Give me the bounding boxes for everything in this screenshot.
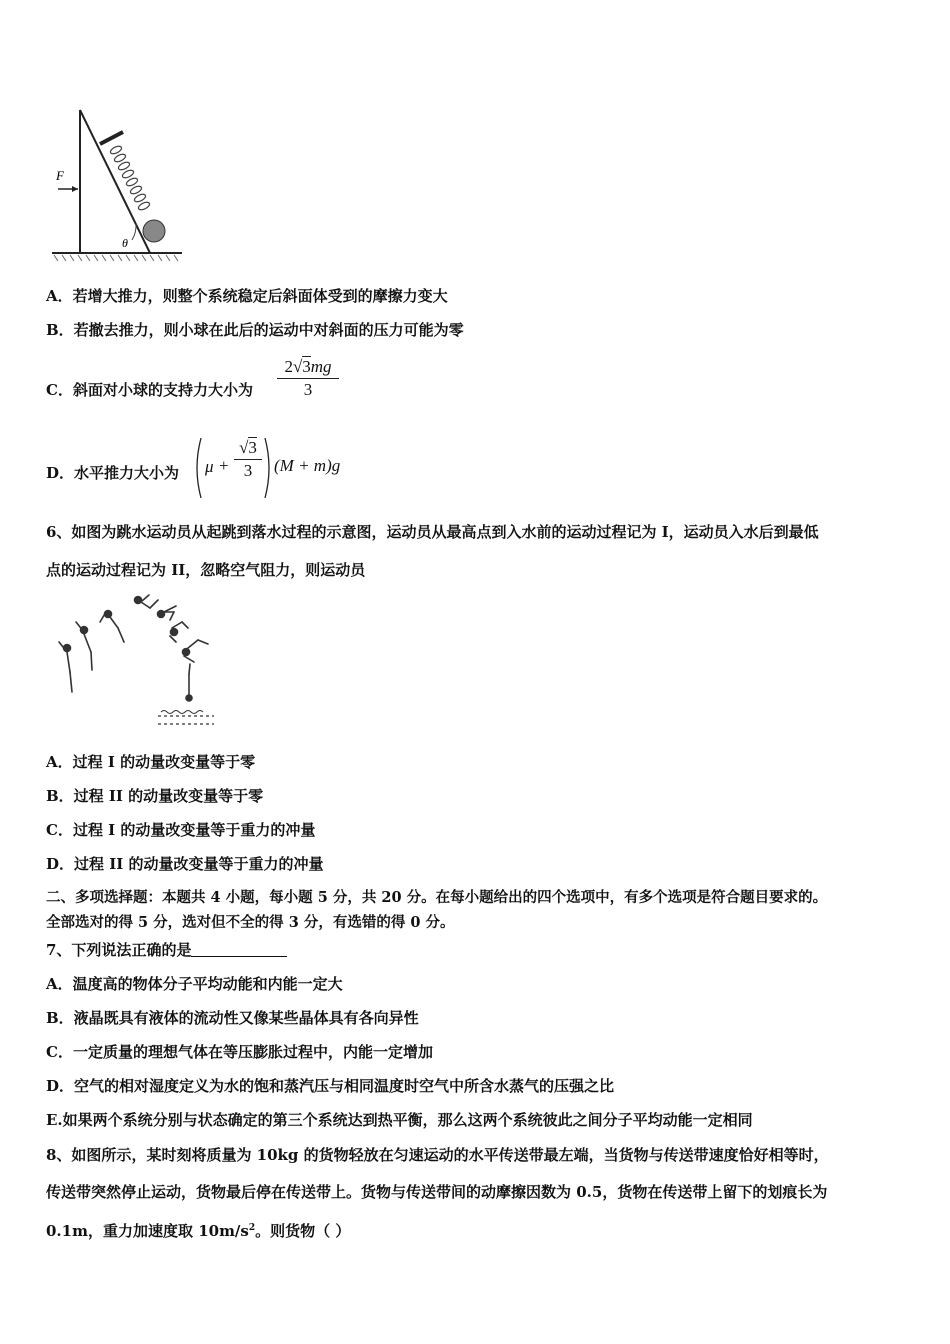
angle-label: θ [122, 236, 128, 250]
q6-stem-line2: 点的运动过程记为 II，忽略空气阻力，则运动员 [46, 561, 366, 579]
section2-line1: 二、多项选择题：本题共 4 小题，每小题 5 分，共 20 分。在每小题给出的四个选项中，有多个选项是符合题目要求的。 [46, 889, 828, 906]
q5-option-c [46, 380, 253, 400]
fraction-denominator: 3 [303, 380, 313, 399]
q7-stem-text: 7、下列说法正确的是 [46, 941, 192, 959]
diver-sequence-figure [46, 588, 226, 734]
q8-line3-sup: 2 [248, 1223, 256, 1233]
q6-option-a: A．过程 I 的动量改变量等于零 [46, 753, 256, 771]
q6-option-b: B．过程 II 的动量改变量等于零 [46, 787, 264, 805]
q6-stem-line1: 6、如图为跳水运动员从起跳到落水过程的示意图，运动员从最高点到入水前的运动过程记为 I，运动员入水后到最低 [46, 523, 819, 541]
incline-spring-figure [50, 100, 190, 270]
answer-blank [191, 942, 287, 957]
q5-option-d-tail: (M + m)g [274, 456, 341, 475]
fraction-numerator: 2√3mg [284, 357, 332, 376]
q7-option-d: D．空气的相对湿度定义为水的饱和蒸汽压与相同温度时空气中所含水蒸气的压强之比 [46, 1077, 615, 1095]
q6-option-d: D．过程 II 的动量改变量等于重力的冲量 [46, 855, 324, 873]
q7-stem [46, 940, 287, 960]
q7-option-c: C．一定质量的理想气体在等压膨胀过程中，内能一定增加 [46, 1043, 433, 1061]
q5-option-d-fraction [234, 438, 262, 481]
force-label: F [56, 168, 64, 183]
q7-option-a: A．温度高的物体分子平均动能和内能一定大 [46, 975, 343, 993]
q8-stem-line1: 8、如图所示，某时刻将质量为 10kg 的货物轻放在匀速运动的水平传送带最左端，当货物与传送带速度恰好相等时， [46, 1146, 829, 1164]
q7-option-e: E.如果两个系统分别与状态确定的第三个系统达到热平衡，那么这两个系统彼此之间分子平均动能一定相同 [46, 1111, 753, 1129]
q8-line3-pre: 0.1m，重力加速度取 10m/s [46, 1222, 249, 1240]
q5-option-d-plus: + [219, 456, 229, 475]
section2-line2: 全部选对的得 5 分，选对但不全的得 3 分，有选错的得 0 分。 [46, 914, 455, 931]
q5-option-d-paren-right [261, 436, 275, 500]
q5-option-d-paren-left [191, 436, 205, 500]
q8-stem-line2: 传送带突然停止运动，货物最后停在传送带上。货物与传送带间的动摩擦因数为 0.5，货物在传送带上留下的划痕长为 [46, 1183, 828, 1201]
q8-line3-post: 。则货物（ ） [255, 1222, 351, 1240]
q5-option-a: A．若增大推力，则整个系统稳定后斜面体受到的摩擦力变大 [46, 287, 448, 305]
q5-option-b: B．若撤去推力，则小球在此后的运动中对斜面的压力可能为零 [46, 321, 464, 339]
q5-option-c-fraction [277, 357, 339, 400]
q5-option-c-text: C．斜面对小球的支持力大小为 [46, 381, 253, 399]
fraction-denominator: 3 [243, 461, 253, 480]
fraction-numerator: √3 [239, 438, 257, 457]
q5-option-d-mu: μ [205, 457, 214, 476]
q5-option-d-text: D．水平推力大小为 [46, 464, 180, 482]
q5-option-d [46, 463, 179, 483]
q7-option-b: B．液晶既具有液体的流动性又像某些晶体具有各向异性 [46, 1009, 419, 1027]
q8-stem-line3 [46, 1218, 350, 1241]
q6-option-c: C．过程 I 的动量改变量等于重力的冲量 [46, 821, 316, 839]
